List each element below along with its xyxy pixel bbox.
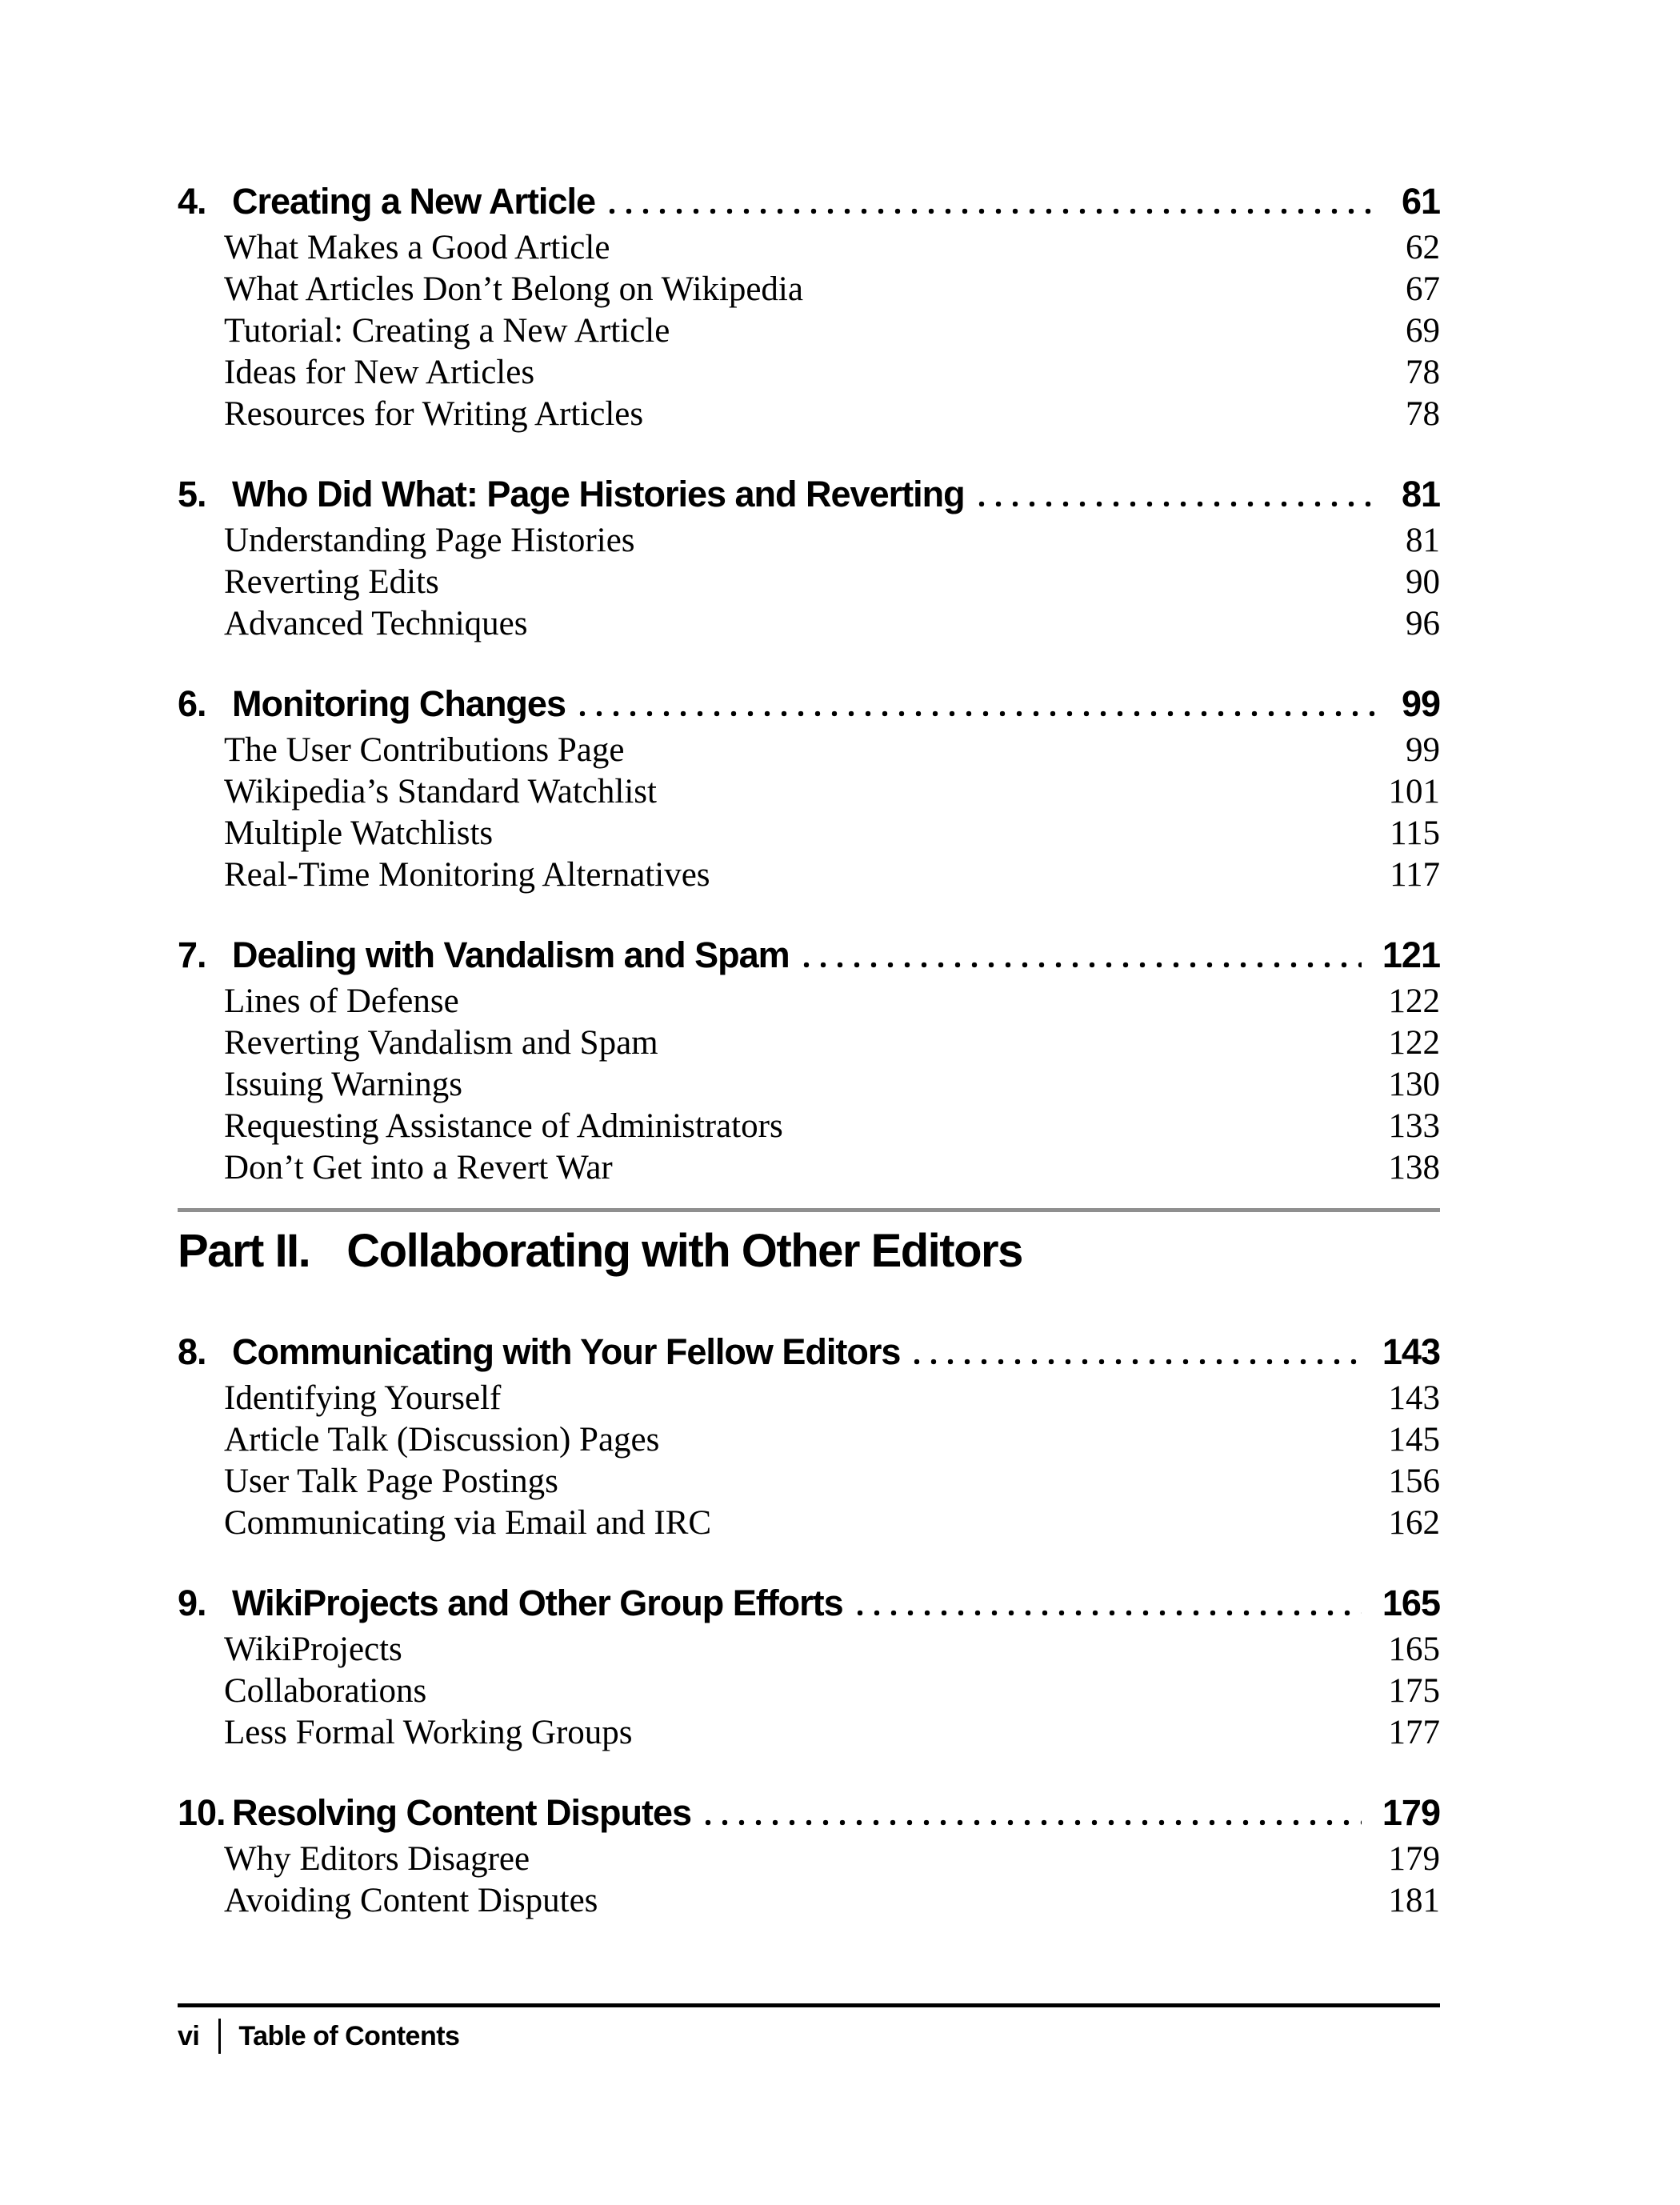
toc-sub-row <box>178 603 1440 645</box>
toc-chapter-row <box>178 683 1440 725</box>
sub-entry-page-number: 62 <box>1406 229 1440 266</box>
toc-sub-row <box>178 310 1440 352</box>
sub-entry-title: Resources for Writing Articles <box>224 395 644 433</box>
toc-chapter-block <box>178 1792 1440 1922</box>
toc-sub-row <box>178 771 1440 813</box>
part-divider-rule <box>178 1208 1440 1212</box>
toc-chapter-block <box>178 474 1440 645</box>
sub-entry-title: Why Editors Disagree <box>224 1840 530 1878</box>
sub-entry-page-number: 130 <box>1388 1066 1440 1103</box>
dot-leader <box>704 1819 1362 1827</box>
sub-entry-title: Avoiding Content Disputes <box>224 1882 598 1919</box>
toc-sub-row <box>178 562 1440 603</box>
sub-entry-page-number: 162 <box>1388 1504 1440 1542</box>
toc <box>178 181 1440 1922</box>
part-title: Collaborating with Other Editors <box>346 1225 1022 1277</box>
footer-rule <box>178 2003 1440 2007</box>
chapter-page-number: 121 <box>1382 934 1440 975</box>
sub-entry-page-number: 117 <box>1390 856 1440 894</box>
sub-entry-title: Reverting Vandalism and Spam <box>224 1024 658 1062</box>
toc-chapter-block <box>178 1583 1440 1754</box>
chapter-number: 10. <box>178 1792 226 1833</box>
sub-entry-page-number: 115 <box>1390 814 1440 852</box>
toc-sub-row <box>178 394 1440 435</box>
sub-entry-page-number: 133 <box>1388 1107 1440 1145</box>
part-section <box>178 1208 1440 1275</box>
sub-entry-page-number: 179 <box>1388 1840 1440 1878</box>
sub-entry-title: Tutorial: Creating a New Article <box>224 312 670 350</box>
toc-chapter-row <box>178 1583 1440 1624</box>
toc-chapter-row <box>178 181 1440 222</box>
sub-entry-title: Advanced Techniques <box>224 605 528 642</box>
toc-chapter-row <box>178 1331 1440 1373</box>
toc-sub-row <box>178 1106 1440 1147</box>
dot-leader <box>978 500 1381 508</box>
toc-sub-row <box>178 1671 1440 1712</box>
part-label: Part II. <box>178 1225 310 1277</box>
chapter-page-number: 143 <box>1382 1331 1440 1372</box>
toc-sub-row <box>178 1461 1440 1503</box>
sub-entry-title: User Talk Page Postings <box>224 1463 558 1500</box>
toc-chapter-block <box>178 934 1440 1189</box>
sub-entry-page-number: 67 <box>1406 270 1440 308</box>
sub-entry-page-number: 177 <box>1388 1714 1440 1751</box>
chapter-title: Creating a New Article <box>232 181 595 222</box>
toc-sub-row <box>178 1712 1440 1754</box>
toc-chapter-block <box>178 181 1440 435</box>
chapter-title: Monitoring Changes <box>232 683 566 724</box>
footer-page-number: vi <box>178 2021 200 2051</box>
sub-entry-title: Don’t Get into a Revert War <box>224 1149 613 1187</box>
chapter-title: WikiProjects and Other Group Efforts <box>232 1583 843 1623</box>
sub-entry-title: Wikipedia’s Standard Watchlist <box>224 773 657 810</box>
toc-sub-row <box>178 981 1440 1022</box>
footer-separator-bar <box>218 2019 221 2054</box>
toc-sub-row <box>178 730 1440 771</box>
chapter-page-number: 81 <box>1401 474 1440 514</box>
chapter-number: 6. <box>178 683 206 724</box>
chapter-page-number: 165 <box>1382 1583 1440 1623</box>
toc-chapter-row <box>178 1792 1440 1834</box>
sub-entry-title: What Articles Don’t Belong on Wikipedia <box>224 270 803 308</box>
toc-sub-row <box>178 1839 1440 1880</box>
toc-sub-row <box>178 1419 1440 1461</box>
sub-entry-title: Less Formal Working Groups <box>224 1714 633 1751</box>
sub-entry-title: Communicating via Email and IRC <box>224 1504 712 1542</box>
toc-chapter-row <box>178 474 1440 515</box>
sub-entry-page-number: 81 <box>1406 522 1440 559</box>
sub-entry-page-number: 138 <box>1388 1149 1440 1187</box>
sub-entry-page-number: 101 <box>1388 773 1440 810</box>
toc-sub-row <box>178 520 1440 562</box>
sub-entry-title: Identifying Yourself <box>224 1379 502 1417</box>
footer <box>178 2017 1440 2055</box>
sub-entry-title: Multiple Watchlists <box>224 814 494 852</box>
toc-sub-row <box>178 1629 1440 1671</box>
chapter-page-number: 179 <box>1382 1792 1440 1833</box>
sub-entry-title: Article Talk (Discussion) Pages <box>224 1421 660 1459</box>
toc-sub-row <box>178 854 1440 896</box>
sub-entry-page-number: 156 <box>1388 1463 1440 1500</box>
sub-entry-page-number: 165 <box>1388 1631 1440 1668</box>
sub-entry-title: Issuing Warnings <box>224 1066 462 1103</box>
sub-entry-page-number: 69 <box>1406 312 1440 350</box>
toc-sub-row <box>178 269 1440 310</box>
sub-entry-page-number: 96 <box>1406 605 1440 642</box>
toc-sub-row <box>178 1022 1440 1064</box>
toc-sub-row <box>178 1880 1440 1922</box>
sub-entry-page-number: 78 <box>1406 354 1440 391</box>
chapter-page-number: 99 <box>1401 683 1440 724</box>
sub-entry-page-number: 145 <box>1388 1421 1440 1459</box>
dot-leader <box>578 710 1381 718</box>
sub-entry-title: Lines of Defense <box>224 982 459 1020</box>
dot-leader <box>608 207 1381 215</box>
sub-entry-title: Real-Time Monitoring Alternatives <box>224 856 710 894</box>
chapter-number: 9. <box>178 1583 206 1623</box>
chapter-number: 5. <box>178 474 206 514</box>
chapter-number: 7. <box>178 934 206 975</box>
sub-entry-page-number: 122 <box>1388 982 1440 1020</box>
sub-entry-title: Understanding Page Histories <box>224 522 635 559</box>
sub-entry-title: WikiProjects <box>224 1631 402 1668</box>
chapter-page-number: 61 <box>1401 181 1440 222</box>
sub-entry-page-number: 122 <box>1388 1024 1440 1062</box>
toc-chapter-row <box>178 934 1440 976</box>
part-heading <box>178 1227 1440 1275</box>
dot-leader <box>802 961 1362 969</box>
dot-leader <box>913 1358 1362 1366</box>
chapter-number: 8. <box>178 1331 206 1372</box>
sub-entry-page-number: 78 <box>1406 395 1440 433</box>
toc-sub-row <box>178 813 1440 854</box>
sub-entry-title: What Makes a Good Article <box>224 229 610 266</box>
toc-sub-row <box>178 1147 1440 1189</box>
chapter-title: Communicating with Your Fellow Editors <box>232 1331 901 1372</box>
toc-sub-row <box>178 1378 1440 1419</box>
toc-sub-row <box>178 1064 1440 1106</box>
sub-entry-title: Ideas for New Articles <box>224 354 535 391</box>
sub-entry-page-number: 90 <box>1406 563 1440 601</box>
sub-entry-title: Reverting Edits <box>224 563 439 601</box>
footer-label: Table of Contents <box>238 2021 460 2051</box>
toc-sub-row <box>178 352 1440 394</box>
sub-entry-title: The User Contributions Page <box>224 731 625 769</box>
toc-chapter-block <box>178 683 1440 896</box>
sub-entry-page-number: 99 <box>1406 731 1440 769</box>
chapter-number: 4. <box>178 181 206 222</box>
sub-entry-title: Requesting Assistance of Administrators <box>224 1107 783 1145</box>
toc-sub-row <box>178 227 1440 269</box>
sub-entry-page-number: 175 <box>1388 1672 1440 1710</box>
chapter-title: Resolving Content Disputes <box>232 1792 692 1833</box>
chapter-title: Who Did What: Page Histories and Reverting <box>232 474 965 514</box>
sub-entry-title: Collaborations <box>224 1672 427 1710</box>
sub-entry-page-number: 143 <box>1388 1379 1440 1417</box>
toc-sub-row <box>178 1503 1440 1544</box>
chapter-title: Dealing with Vandalism and Spam <box>232 934 790 975</box>
sub-entry-page-number: 181 <box>1388 1882 1440 1919</box>
dot-leader <box>856 1609 1362 1617</box>
toc-chapter-block <box>178 1331 1440 1544</box>
